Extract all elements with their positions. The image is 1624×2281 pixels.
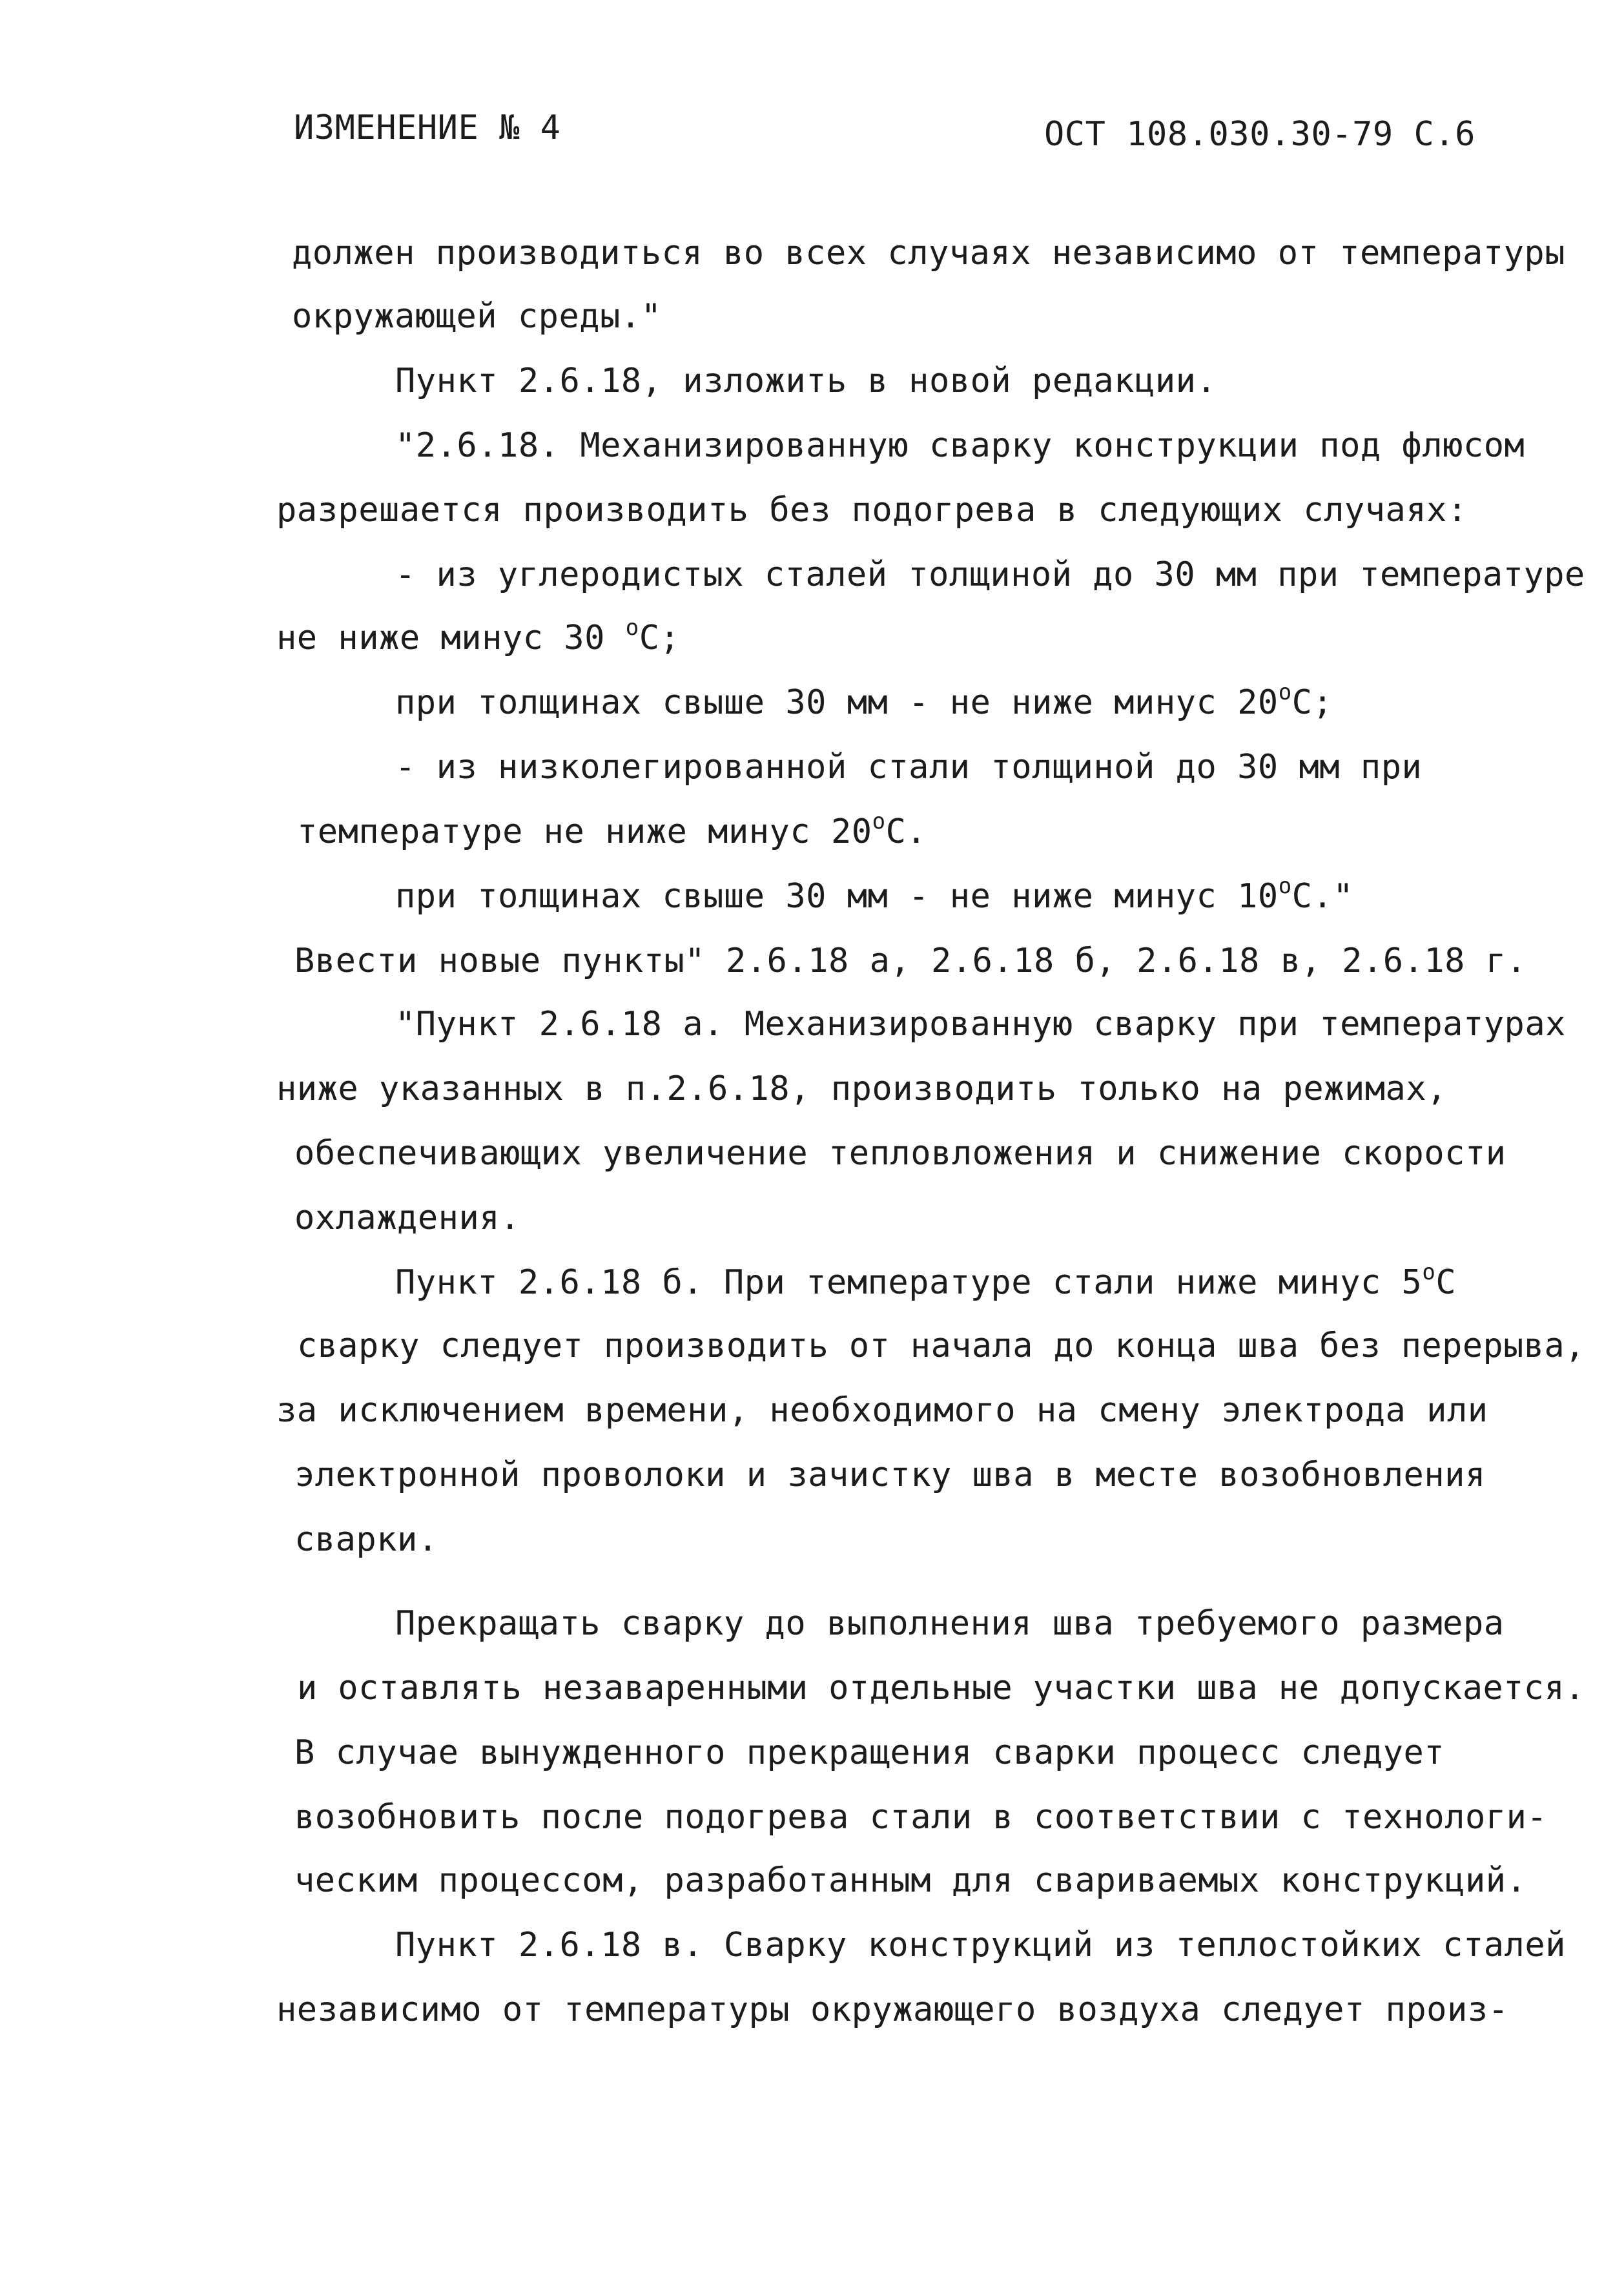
- text-line-13: "Пункт 2.6.18 а. Механизированную сварку при температурах: [395, 1005, 1566, 1044]
- degree-sign: о: [872, 809, 886, 834]
- degree-sign: о: [1278, 873, 1292, 899]
- text-line-2: окружающей среды.": [292, 297, 662, 336]
- standard-reference: ОСТ 108.030.30-79 С.6: [1044, 115, 1475, 154]
- text-line-22: Прекращать сварку до выполнения шва требуемого размера: [395, 1604, 1505, 1643]
- text-line-4: "2.6.18. Механизированную сварку конструкции под флюсом: [395, 426, 1525, 465]
- text-line-24: В случае вынужденного прекращения сварки процесс следует: [294, 1733, 1445, 1772]
- text-line-1: должен производиться во всех случаях независимо от температуры: [292, 234, 1566, 273]
- text-line-5: разрешается производить без подогрева в следующих случаях:: [276, 491, 1468, 530]
- text-line-26: ческим процессом, разработанным для свариваемых конструкций.: [294, 1861, 1527, 1900]
- degree-sign: о: [625, 615, 639, 641]
- text-line-17: Пункт 2.6.18 б. При температуре стали ниже минус $5^оС$: [395, 1259, 1457, 1302]
- degree-sign: о: [1422, 1259, 1436, 1285]
- text-line-6: - из углеродистых сталей толщиной до 30 мм при температуре: [395, 555, 1585, 594]
- change-number-heading: ИЗМЕНЕНИЕ № 4: [294, 108, 561, 147]
- text-line-14: ниже указанных в п.2.6.18, производить только на режимах,: [276, 1069, 1447, 1108]
- text-line-27: Пункт 2.6.18 в. Сварку конструкций из теплостойких сталей: [395, 1926, 1566, 1965]
- text-line-28: независимо от температуры окружающего воздуха следует произ-: [276, 1990, 1509, 2029]
- text-line-8: при толщинах свыше 30 мм - не ниже минус $20^оС$;: [395, 679, 1333, 722]
- text-line-12: Ввести новые пункты" 2.6.18 а, 2.6.18 б, 2.6.18 в, 2.6.18 г.: [294, 942, 1527, 980]
- text-line-23: и оставлять незаваренными отдельные участки шва не допускается.: [297, 1669, 1585, 1708]
- text-line-3: Пункт 2.6.18, изложить в новой редакции.: [395, 362, 1217, 400]
- text-line-11: при толщинах свыше 30 мм - не ниже минус $10^оС$.": [395, 873, 1354, 916]
- text-line-7: не ниже минус 30 $^о$С;: [276, 615, 681, 657]
- degree-sign: о: [1278, 679, 1292, 705]
- text-line-18: сварку следует производить от начала до конца шва без перерыва,: [297, 1326, 1585, 1365]
- text-line-25: возобновить после подогрева стали в соответствии с технологи-: [294, 1798, 1548, 1837]
- text-line-19: за исключением времени, необходимого на смену электрода или: [276, 1391, 1488, 1430]
- text-line-15: обеспечивающих увеличение тепловложения и снижение скорости: [294, 1134, 1506, 1173]
- text-line-10: температуре не ниже минус $20^оС$.: [297, 809, 927, 851]
- text-line-9: - из низколегированной стали толщиной до 30 мм при: [395, 748, 1423, 787]
- text-line-21: сварки.: [294, 1520, 438, 1559]
- text-line-20: электронной проволоки и зачистку шва в месте возобновления: [294, 1456, 1486, 1494]
- text-line-16: охлаждения.: [294, 1199, 520, 1237]
